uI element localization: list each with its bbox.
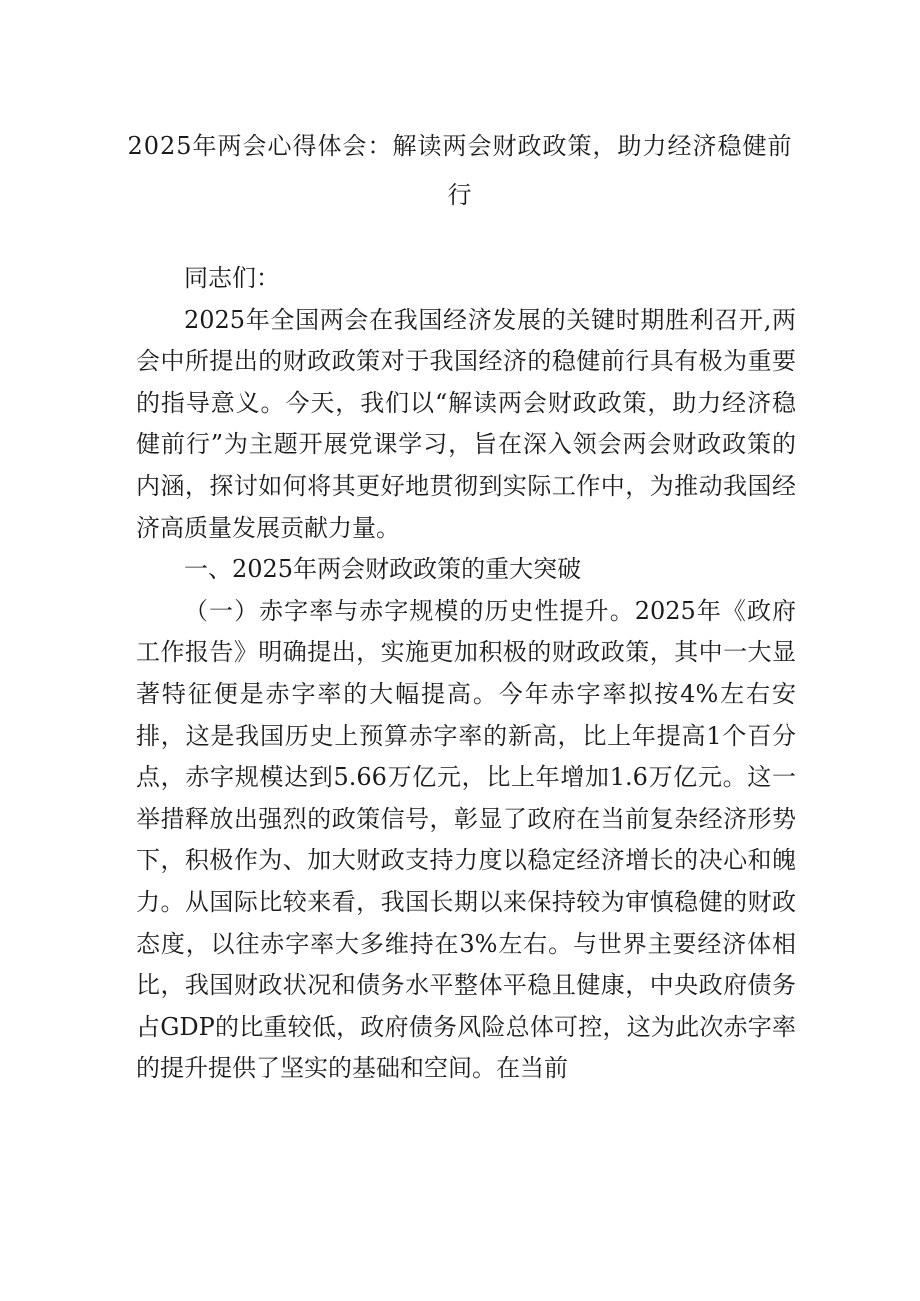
title-line-1: 2025年两会心得体会：解读两会财政政策，助力经济稳健前 [127,132,793,160]
section-heading: 一、2025年两会财政政策的重大突破 [184,555,582,584]
subsection-paragraph: （一）赤字率与赤字规模的历史性提升。2025年《政府工作报告》明确提出，实施更加积极的财政政策，其中一大显著特征便是赤字率的大幅提高。今年赤字率拟按4%左右安排，这是我国历史上预算赤字率的新高，比上年提高1个百分点，赤字规模达到5.66万亿元，比上年增加1.6万亿元。这一举措释放出强烈的政策信号，彰显了政府在当前复杂经济形势下，积极作为、加大财政支持力度以稳定经济增长的决心和魄力。从国际比较来看，我国长期以来保持较为审慎稳健的财政态度，以往赤字率大多维持在3%左右。与世界主要经济体相比，我国财政状况和债务水平整体平稳且健康，中央政府债务占GDP的比重较低，政府债务风险总体可控，这为此次赤字率的提升提供了坚实的基础和空间。在当前 [136,596,796,1083]
salutation: 同志们： [184,264,280,292]
title-line-2: 行 [447,181,473,209]
intro-paragraph: 2025年全国两会在我国经济发展的关键时期胜利召开,两会中所提出的财政政策对于我国经济的稳健前行具有极为重要的指导意义。今天，我们以“解读两会财政政策，助力经济稳健前行”为主题开展党课学习，旨在深入领会两会财政政策的内涵，探讨如何将其更好地贯彻到实际工作中，为推动我国经济高质量发展贡献力量。 [136,305,796,542]
document-body [136,258,796,1090]
document-title [120,128,800,213]
